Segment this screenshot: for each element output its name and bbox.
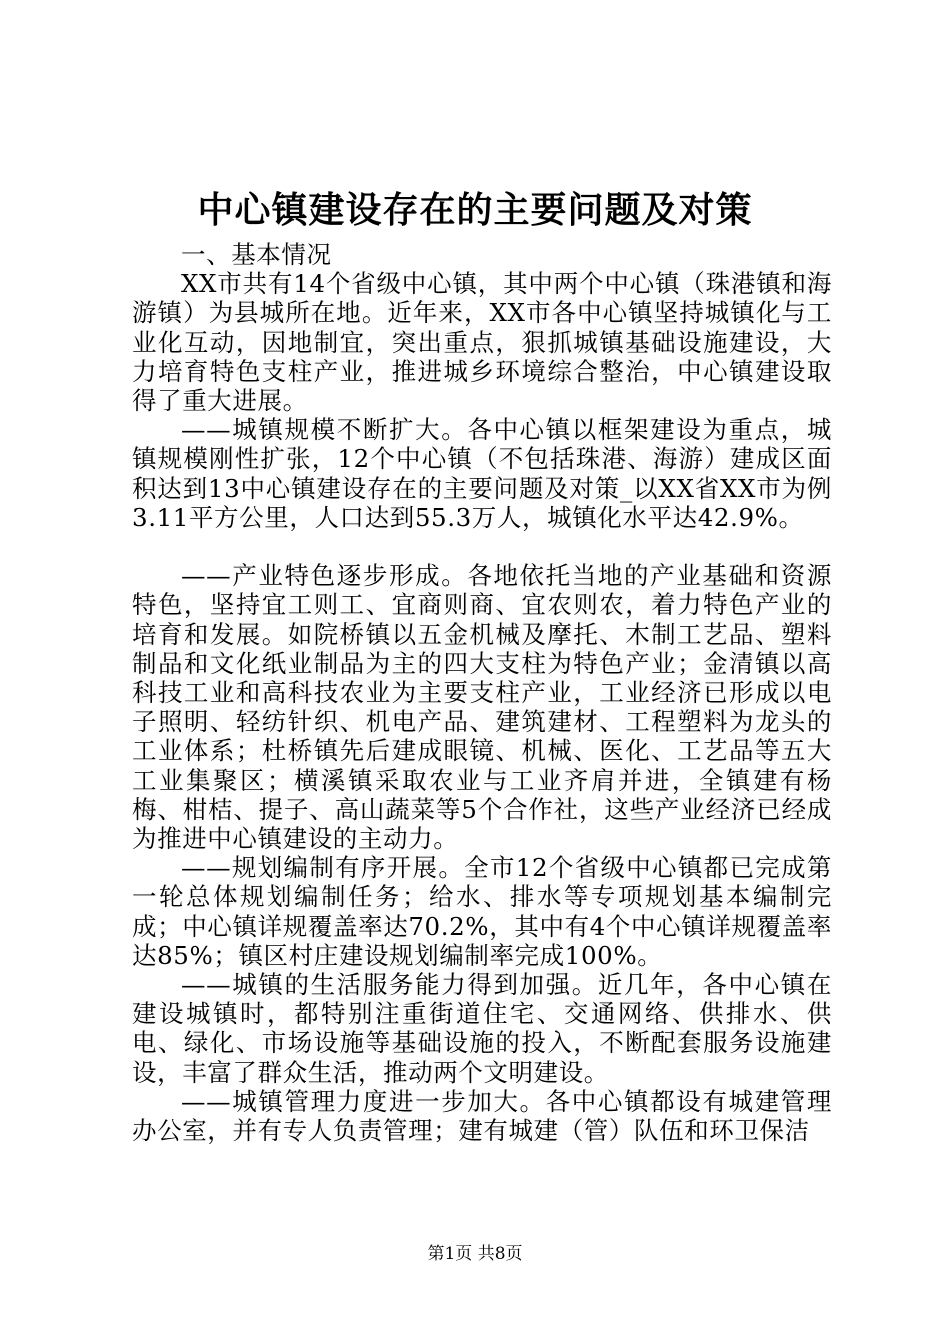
paragraph-management: ——城镇管理力度进一步加大。各中心镇都设有城建管理办公室，并有专人负责管理；建有城建（管）队伍和环卫保洁 <box>132 1086 832 1146</box>
document-body <box>132 240 832 1145</box>
paragraph-planning: ——规划编制有序开展。全市12个省级中心镇都已完成第一轮总体规划编制任务；给水、排水等专项规划基本编制完成；中心镇详规覆盖率达70.2%，其中有4个中心镇详规覆盖率达85%；镇区村庄建设规划编制率完成100%。 <box>132 853 832 970</box>
paragraph-overview: XX市共有14个省级中心镇，其中两个中心镇（珠港镇和海游镇）为县城所在地。近年来，XX市各中心镇坚持城镇化与工业化互动，因地制宜，突出重点，狠抓城镇基础设施建设，大力培育特色支柱产业，推进城乡环境综合整治，中心镇建设取得了重大进展。 <box>132 269 832 416</box>
paragraph-services: ——城镇的生活服务能力得到加强。近几年，各中心镇在建设城镇时，都特别注重街道住宅、交通网络、供排水、供电、绿化、市场设施等基础设施的投入，不断配套服务设施建设，丰富了群众生活，推动两个文明建设。 <box>132 970 832 1087</box>
document-title: 中心镇建设存在的主要问题及对策 <box>197 189 753 231</box>
paragraph-town-scale: ——城镇规模不断扩大。各中心镇以框架建设为重点，城镇规模刚性扩张，12个中心镇（不包括珠港、海游）建成区面积达到13中心镇建设存在的主要问题及对策_以XX省XX市为例3.11平方公里，人口达到55.3万人，城镇化水平达42.9%。 <box>132 415 832 532</box>
section-heading: 一、基本情况 <box>181 240 332 269</box>
page-footer: 第1页 共8页 <box>427 1244 523 1264</box>
paragraph-industry: ——产业特色逐步形成。各地依托当地的产业基础和资源特色，坚持宜工则工、宜商则商、宜农则农，着力特色产业的培育和发展。如院桥镇以五金机械及摩托、木制工艺品、塑料制品和文化纸业制品为主的四大支柱为特色产业；金清镇以高科技工业和高科技农业为主要支柱产业，工业经济已形成以电子照明、轻纺针织、机电产品、建筑建材、工程塑料为龙头的工业体系；杜桥镇先后建成眼镜、机械、医化、工艺品等五大工业集聚区；横溪镇采取农业与工业齐肩并进，全镇建有杨梅、柑桔、提子、高山蔬菜等5个合作社，这些产业经济已经成为推进中心镇建设的主动力。 <box>132 561 832 854</box>
